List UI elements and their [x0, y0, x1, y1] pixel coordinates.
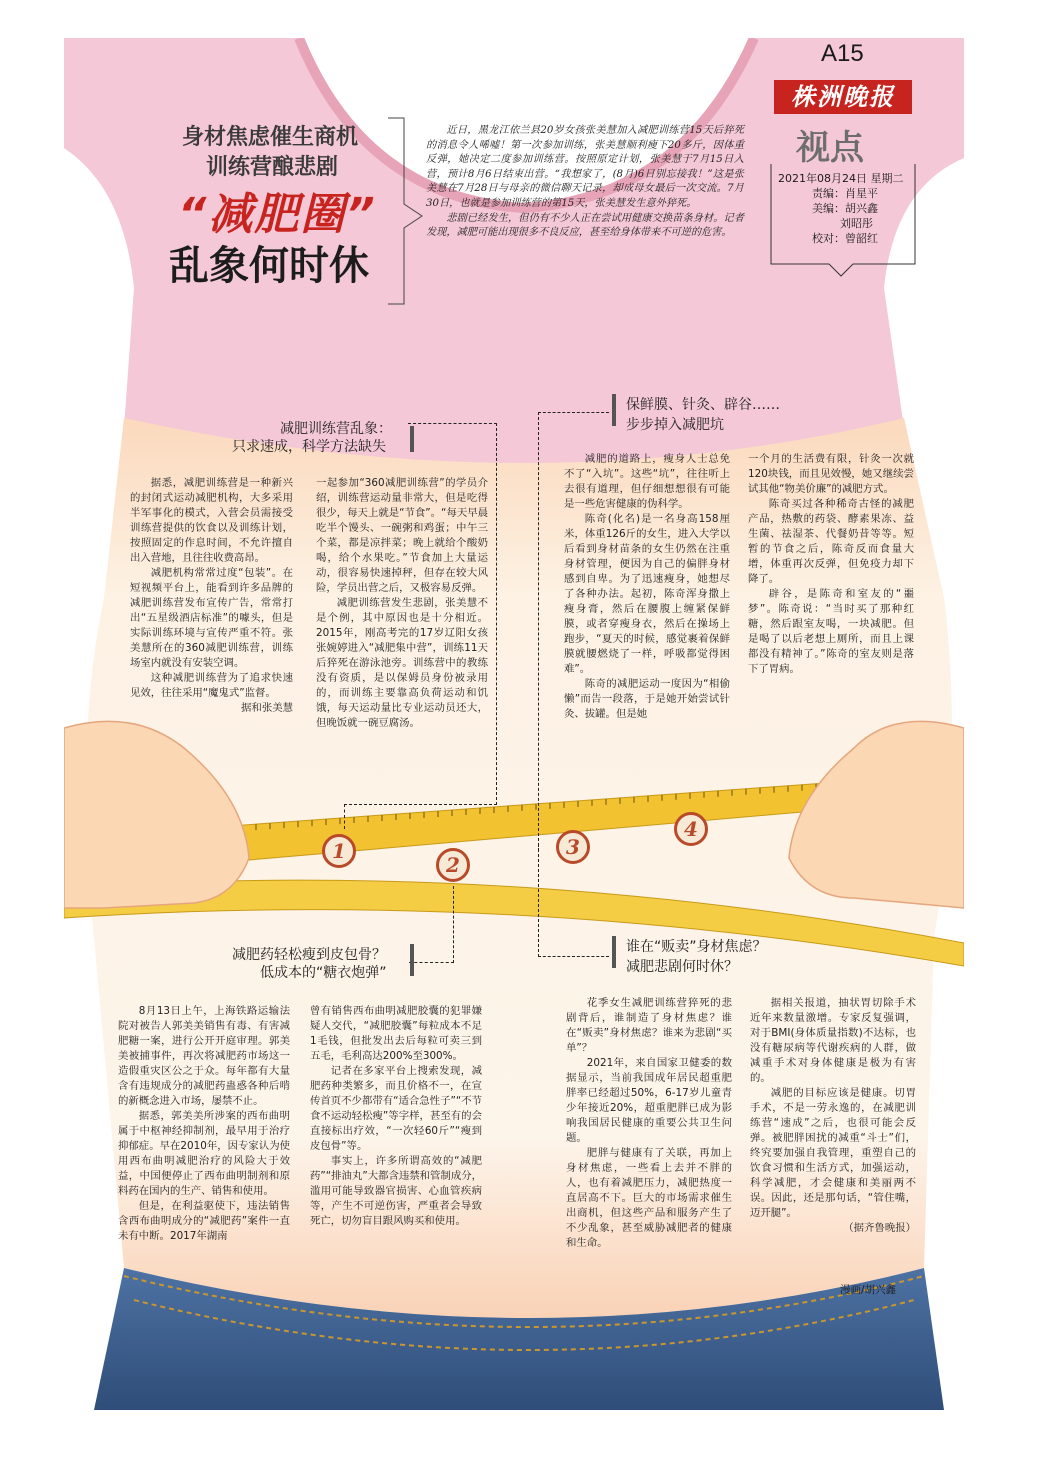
editor: 责编：肖星平: [812, 187, 878, 200]
section4-para: 肥胖与健康有了关联，再加上身材焦虑，一些看上去并不胖的人，也有着减肥压力，减肥热度一直居高不下。巨大的市场需求催生出商机，但这些产品和服务产生了不少乱象，甚至威胁减肥者的健康和生命。: [566, 1147, 732, 1249]
section1-para: 据和张美慧: [241, 702, 293, 714]
illustration-credit: 漫画/胡兴鑫: [840, 1284, 897, 1296]
lead-paragraph-1: 近日，黑龙江依兰县20岁女孩张美慧加入减肥训练营15天后猝死的消息令人唏嘘！第一次参加训练，张美慧顺利瘦下20多斤，因体重反弹，她决定二度参加训练营。按照原定计划，张美慧于7月15日入营，预计8月6日结束出营。“我想家了，(8月)6日别忘接我！”这是张美慧在7月28日与母亲的微信聊天记录，却成母女最后一次交流。7月30日，也就是参加训练营的第15天，张美慧发生意外猝死。: [426, 125, 744, 209]
section3-para: 一个月的生活费有限，针灸一次就120块钱，而且见效慢，她又继续尝试其他“物美价廉”的减肥方式。: [748, 453, 914, 495]
section2-title-1: 减肥药轻松瘦到皮包骨？: [232, 947, 386, 963]
section1-connector-b: [344, 804, 497, 829]
art-editor: 美编：胡兴鑫: [812, 202, 878, 215]
section1-title-1: 减肥训练营乱象：: [280, 421, 392, 437]
section4-para: 据相关报道，抽状胃切除手术近年来数量激增。专家反复强调，对于BMI(身体质量指数)不达标，也没有糖尿病等代谢疾病的人群，做减重手术对身体健康是极为有害的。: [750, 997, 916, 1084]
section2-para: 事实上，许多所谓高效的“减肥药”“排油丸”大都含违禁和管制成分，滥用可能导致器官损害、心血管疾病等，产生不可逆伤害，严重者会导致死亡，切勿盲目跟风购买和使用。: [310, 1155, 483, 1227]
art-editor-2: 刘昭彤: [840, 217, 873, 230]
section4-para: 花季女生减肥训练营猝死的悲剧背后，谁制造了身材焦虑？谁在“贩卖”身材焦虑？谁来为悲剧“买单”？: [566, 997, 732, 1054]
section-title: 视点: [796, 128, 864, 168]
section3-para: 辟谷，是陈奇和室友的“噩梦”。陈奇说：“当时买了那种红糖，然后跟室友喝，一块减肥。但是喝了以后老想上厕所，而且上课都没有精神了。”陈奇的室友则是落下了胃病。: [748, 588, 914, 675]
section4-title-1: 谁在“贩卖”身材焦虑？: [626, 939, 767, 955]
section4-col2: [750, 996, 916, 1236]
section1-col2: [316, 476, 488, 731]
paper-logo: 株洲晚报: [774, 80, 912, 114]
section3-title-2: 步步掉入减肥坑: [626, 417, 724, 433]
section2-para: 曾有销售西布曲明减肥胶囊的犯罪嫌疑人交代，“减肥胶囊”每粒成本不足1毛钱，但批发出去后每粒可卖三到五毛，毛利高达200%至300%。: [310, 1005, 482, 1062]
section2-title-bar: [410, 944, 414, 976]
section1-title-bar: [410, 426, 414, 452]
section2-para: 但是，在利益驱使下，违法销售含西布曲明成分的“减肥药”案件一直未有中断。2017年湖南: [118, 1200, 290, 1242]
section1-title-2: 只求速成，科学方法缺失: [232, 439, 386, 455]
section4-title-2: 减肥悲剧何时休？: [626, 959, 738, 975]
section2-col1: [118, 1004, 290, 1244]
section2-para: 8月13日上午，上海铁路运输法院对被告人郭美美销售有毒、有害减肥糖一案，进行公开开庭审理。郭美美被捕事件，再次将减肥药市场这一造假重灾区公之于众。每年都有大量含有违规成分的减肥药蛊惑各种后啃的新概念进入市场，屡禁不止。: [118, 1005, 290, 1107]
section3-col1: [564, 452, 730, 722]
section1-para: 这种减肥训练营为了追求快速见效，往往采用“魔鬼式”监督。: [130, 672, 293, 699]
section1-para: 据悉，减肥训练营是一种新兴的封闭式运动减肥机构，大多采用半军事化的模式，入营会员需接受训练营提供的饮食以及训练计划，按照固定的作息时间，不允许擅自出入营地，且往往收费高昂。: [130, 477, 293, 564]
lead-text: [426, 124, 744, 241]
section4-para: 2021年，来自国家卫健委的数据显示，当前我国成年居民超重肥胖率已经超过50%，6-17岁儿童青少年接近20%，超重肥胖已成为影响我国居民健康的重要公共卫生问题。: [566, 1057, 732, 1144]
section3-para: 陈奇(化名)是一名身高158厘米，体重126斤的女生，进入大学以后看到身材苗条的女生仍然在注重身材管理，便因为自己的偏胖身材感到自卑。为了迅速瘦身，她想尽了各种办法。起初，陈奇浑身撒上瘦身膏，然后在腰腹上缠紧保鲜膜，或者穿瘦身衣，然后在操场上跑步，“夏天的时候，感觉裹着保鲜膜就腰燃烧了一样，呼吸都觉得困难”。: [564, 513, 730, 675]
section-number-1: 1: [322, 834, 356, 868]
proofreader: 校对：曾韶红: [812, 232, 878, 245]
section-number-2: 2: [436, 848, 470, 882]
section4-col1: [566, 996, 732, 1251]
newspaper-page: [64, 38, 964, 1410]
meta-bracket: [769, 164, 919, 284]
page-number: A15: [821, 40, 864, 67]
section3-para: 陈奇的减肥运动一度因为“相偷懒”而告一段落，于是她开始尝试针灸、拔罐。但是她: [564, 678, 730, 720]
section2-para: 记者在多家平台上搜索发现，减肥药种类繁多，而且价格不一，在宣传首页不少都带有“适合急性子”“不节食不运动轻松瘦”等字样，甚至有的会直接标出疗效，“一次轻60斤”“瘦到皮包骨”等。: [310, 1065, 483, 1152]
headline-main: “减肥圈”: [178, 189, 377, 240]
headline-kicker-2: 训练营酿悲剧: [206, 155, 339, 180]
section1-para: 一起参加“360减肥训练营”的学员介绍，训练营运动量非常大，但是吃得很少，每天上就是“节食”。“每天早晨吃半个馒头、一碗粥和鸡蛋；中午三个菜，都是凉拌菜；晚上就给个酸奶喝，给个水果吃。”节食加上大量运动，很容易快速掉秤，但存在较大风险，学员出营之后，又极容易反弹。: [316, 477, 489, 594]
section1-para: 减肥训练营发生悲剧，张美慧不是个例，其中原因也是十分相近。2015年，刚高考完的17岁辽阳女孩张婉婷进入“减肥集中营”，训练11天后猝死在游泳池旁。训练营中的教练没有资质，是以保姆员身份被录用的，而训练主要靠高负荷运动和饥饿，每天运动量比专业运动员还大，但晚饭就一碗豆腐汤。: [316, 597, 488, 729]
section-number-4: 4: [674, 812, 708, 846]
section4-para: 减肥的目标应该是健康。切胃手术，不是一劳永逸的，在减肥训练营“速成”之后，也很可能会反弹。被肥胖困扰的减重“斗士”们，终究要加强自我管理，重塑自己的饮食习惯和生活方式，加强运动，科学减肥，才会健康和美丽两不误。因此，还是那句话，“管住嘴，迈开腿”。: [750, 1087, 916, 1219]
section3-para: 减肥的道路上，瘦身人士总免不了“入坑”。这些“坑”，往往听上去很有道理，但仔细想想很有可能是一些危害健康的伪科学。: [564, 453, 730, 510]
section4-title-bar: [612, 936, 616, 968]
section3-title-1: 保鲜膜、针灸、辟谷……: [626, 397, 780, 413]
headline-sub: 乱象何时休: [169, 243, 369, 289]
headline-bracket: [386, 116, 426, 306]
section1-para: 减肥机构常常过度“包装”。在短视频平台上，能看到许多品牌的减肥训练营发布宣传广告，常常打出“五星级酒店标准”的噱头，但是实际训练环境与宣传严重不符。张美慧所在的360减肥训练营，训练场室内就没有安装空调。: [130, 567, 293, 669]
section2-col2: [310, 1004, 482, 1229]
section2-title-2: 低成本的“糖衣炮弹”: [260, 965, 387, 981]
section-number-3: 3: [556, 830, 590, 864]
headline-kicker-1: 身材焦虑催生商机: [182, 125, 359, 150]
section3-para: 陈奇买过各种稀奇古怪的减肥产品，热敷的药袋、酵素果冻、益生菌、祛湿茶、代餐奶昔等等。短暂的节食之后，陈奇反而食量大增，体重再次反弹，但免疫力却下降了。: [748, 498, 914, 585]
section4-source: （据齐鲁晚报）: [843, 1222, 916, 1234]
section1-col1: [130, 476, 293, 716]
section2-para: 据悉，郭美美所涉案的西布曲明属于中枢神经抑制剂，最早用于治疗抑郁症。早在2010年，因专家认为使用西布曲明减肥治疗的风险大于效益，中国便停止了西布曲明制剂和原料药在国内的生产、销售和使用。: [118, 1110, 290, 1197]
section3-col2: [748, 452, 914, 677]
section2-connector: [409, 886, 454, 963]
section3-title-bar: [612, 394, 616, 426]
lead-paragraph-2: 悲剧已经发生，但仍有不少人正在尝试用健康交换苗条身材。记者发现，减肥可能出现很多不良反应，甚至给身体带来不可逆的危害。: [426, 212, 744, 239]
date-line: 2021年08月24日 星期二: [778, 172, 904, 185]
section4-connector: [538, 844, 609, 957]
